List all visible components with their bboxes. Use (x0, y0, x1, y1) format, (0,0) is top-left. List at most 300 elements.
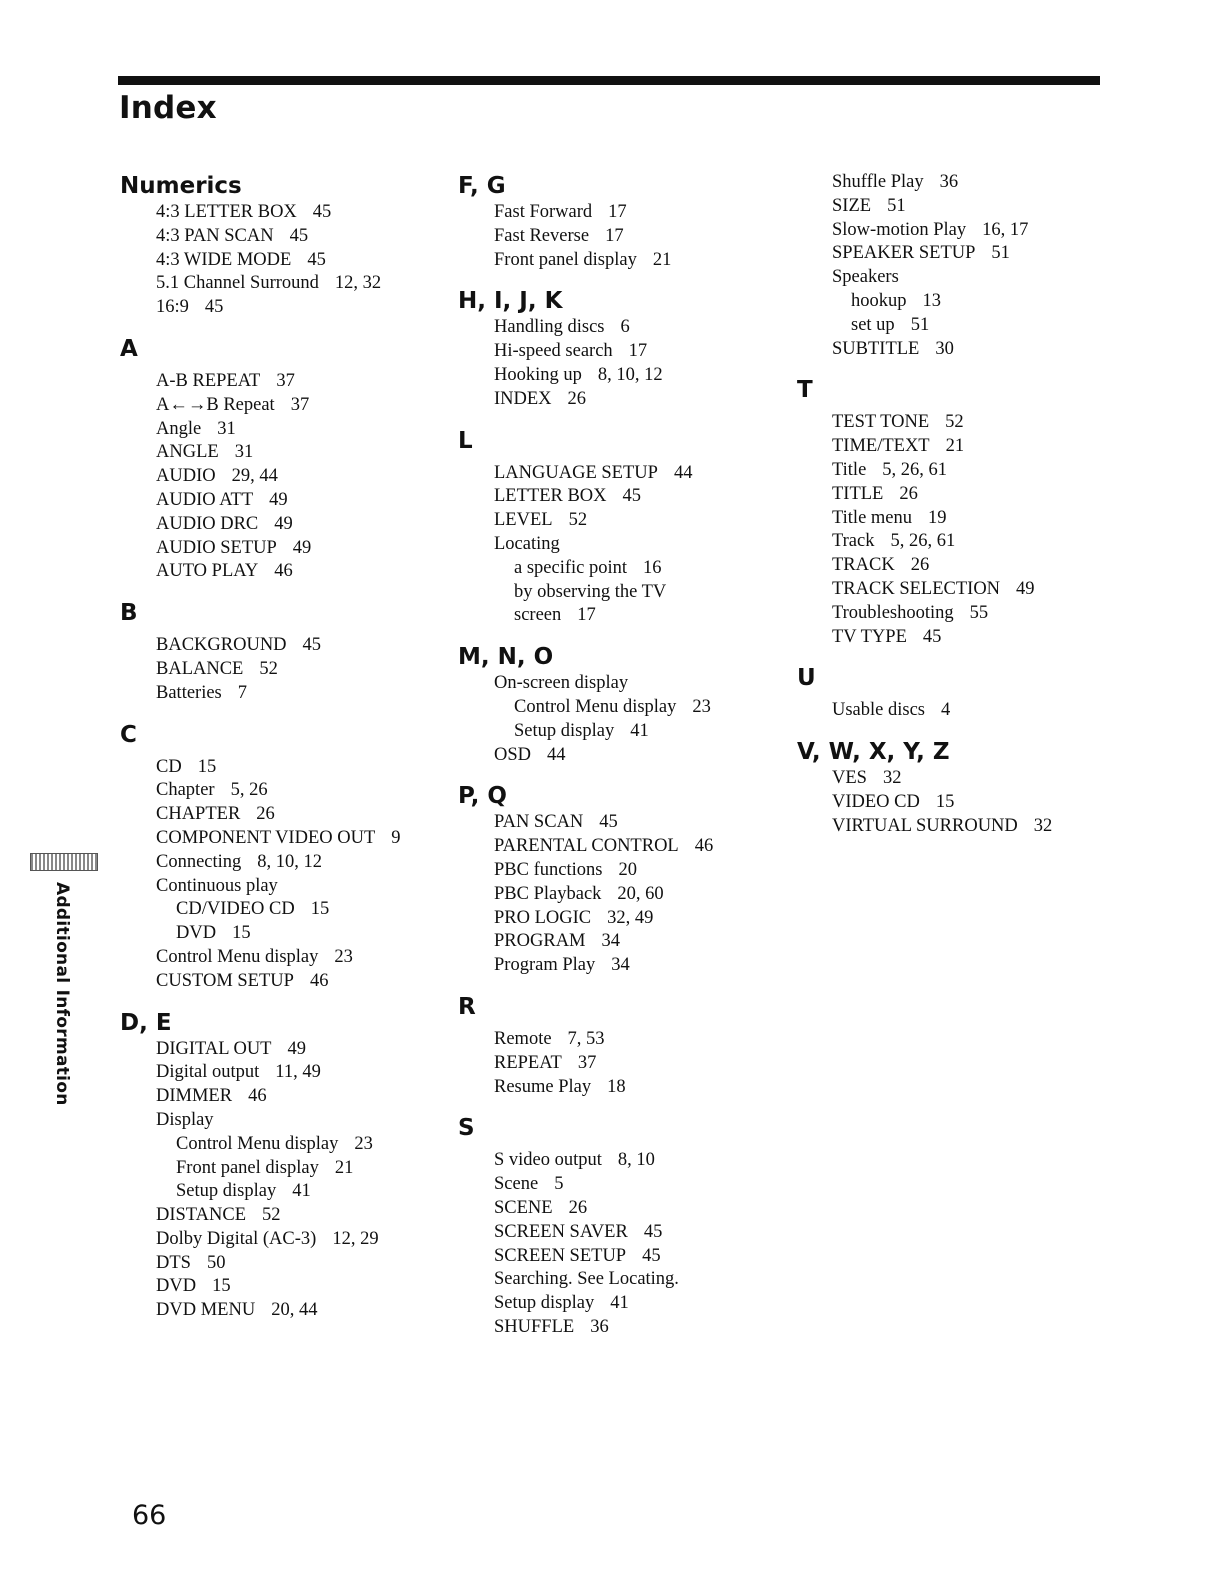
index-entry (120, 370, 450, 394)
index-entry (797, 219, 1127, 243)
entry-pages: 9 (391, 827, 401, 848)
index-column-1 (120, 171, 450, 1323)
entry-pages: 46 (274, 561, 293, 582)
index-entry (120, 394, 450, 418)
index-entry (458, 1292, 788, 1316)
index-entry (458, 533, 788, 557)
entry-pages: 5, 26, 61 (882, 459, 948, 480)
index-entry (458, 340, 788, 364)
entry-pages: 52 (262, 1205, 281, 1226)
entry-pages: 32, 49 (607, 907, 654, 928)
section-heading: M, N, O (458, 644, 554, 671)
section-heading: C (120, 721, 137, 748)
entry-term: SIZE (832, 195, 872, 216)
index-entry (120, 1085, 450, 1109)
section-heading: S (458, 1115, 475, 1142)
entry-pages: 29, 44 (231, 466, 278, 487)
index-entry (120, 1038, 450, 1062)
entry-pages: 46 (309, 970, 329, 991)
entry-pages: 46 (694, 836, 714, 857)
entry-pages: 49 (292, 537, 312, 558)
index-section (458, 171, 788, 272)
entry-pages: 26 (256, 804, 275, 825)
index-subentry (458, 557, 788, 581)
entry-term: Speakers (832, 267, 899, 288)
entry-list (797, 699, 1127, 723)
entry-list (797, 767, 1127, 838)
entry-list (458, 811, 788, 978)
entry-term: Setup display (494, 1293, 595, 1314)
index-entry (120, 875, 450, 899)
index-entry (120, 1252, 450, 1276)
entry-term: Connecting (156, 851, 242, 872)
entry-pages: 5, 26 (230, 780, 268, 801)
entry-term: DISTANCE (156, 1205, 246, 1226)
entry-pages: 34 (601, 931, 620, 952)
entry-pages: 32 (882, 768, 902, 789)
entry-list (458, 201, 788, 272)
index-entry (458, 509, 788, 533)
index-entry (797, 626, 1127, 650)
entry-pages: 17 (605, 225, 624, 246)
index-entry (458, 485, 788, 509)
entry-pages: 15 (232, 923, 251, 944)
index-entry (797, 435, 1127, 459)
section-spacer (797, 361, 1127, 375)
entry-pages: 8, 10 (617, 1150, 655, 1171)
index-section (120, 171, 450, 320)
index-section (797, 375, 1127, 649)
index-entry (458, 249, 788, 273)
entry-term: SCENE (494, 1197, 553, 1218)
entry-pages: 37 (276, 370, 295, 391)
entry-term: CUSTOM SETUP (156, 970, 294, 991)
entry-pages: 36 (590, 1316, 609, 1337)
entry-term: AUTO PLAY (156, 561, 259, 582)
entry-pages: 17 (628, 341, 648, 362)
index-entry (458, 811, 788, 835)
entry-pages: 45 (312, 202, 332, 222)
entry-term: SCREEN SAVER (494, 1221, 628, 1242)
entry-term: VES (832, 768, 867, 789)
entry-term: Shuffle Play (832, 172, 924, 192)
entry-term: Locating (494, 533, 560, 554)
section-heading: B (120, 600, 138, 627)
index-entry (458, 907, 788, 931)
entry-term: Hooking up (494, 364, 582, 385)
entry-term: screen (514, 605, 562, 626)
entry-term: Digital output (156, 1062, 260, 1083)
index-section (120, 720, 450, 994)
entry-list (458, 672, 788, 767)
index-subentry (120, 1157, 450, 1181)
section-spacer (120, 320, 450, 334)
entry-term: Scene (494, 1174, 539, 1195)
entry-term: INDEX (494, 388, 552, 409)
entry-term: DTS (156, 1252, 191, 1273)
entry-pages: 31 (234, 442, 254, 463)
entry-term: 16:9 (156, 297, 189, 318)
entry-pages: 31 (217, 418, 236, 439)
entry-term: TRACK SELECTION (832, 578, 1001, 599)
page-title: Index (119, 90, 217, 126)
entry-term: Troubleshooting (832, 602, 954, 623)
entry-list (797, 411, 1127, 649)
index-entry (120, 441, 450, 465)
entry-pages: 41 (292, 1181, 311, 1202)
entry-pages: 32 (1033, 815, 1053, 836)
index-entry (120, 1228, 450, 1252)
entry-term: Front panel display (176, 1157, 319, 1178)
entry-pages: 45 (599, 812, 618, 833)
entry-term: Display (156, 1109, 214, 1130)
index-entry (797, 578, 1127, 602)
section-spacer (458, 412, 788, 426)
index-entry (120, 489, 450, 513)
section-spacer (458, 767, 788, 781)
entry-pages: 17 (608, 202, 627, 222)
section-spacer (797, 649, 1127, 663)
section-heading: P, Q (458, 783, 507, 810)
entry-pages: 17 (577, 605, 596, 626)
entry-pages: 26 (910, 555, 930, 576)
entry-pages: 51 (991, 243, 1010, 264)
entry-term: VIRTUAL SURROUND (832, 815, 1018, 836)
index-section (797, 737, 1127, 838)
index-entry (458, 1052, 788, 1076)
index-entry (797, 459, 1127, 483)
index-entry (120, 634, 450, 658)
entry-pages: 44 (673, 462, 693, 483)
entry-term: DIMMER (156, 1086, 233, 1107)
section-heading: L (458, 427, 473, 454)
entry-term: Dolby Digital (AC-3) (156, 1228, 317, 1249)
index-entry (458, 930, 788, 954)
index-entry (120, 272, 450, 296)
entry-term: SHUFFLE (494, 1316, 575, 1337)
entry-pages: 44 (547, 744, 566, 765)
entry-pages: 13 (922, 290, 941, 311)
entry-pages: 8, 10, 12 (597, 364, 663, 385)
entry-term: PBC Playback (494, 883, 602, 904)
entry-term: LEVEL (494, 510, 553, 531)
index-entry (458, 1076, 788, 1100)
entry-list (458, 1149, 788, 1339)
entry-list (797, 171, 1127, 361)
entry-term: BACKGROUND (156, 635, 287, 656)
entry-pages: 8, 10, 12 (257, 851, 323, 872)
entry-pages: 41 (630, 720, 649, 741)
index-entry (797, 699, 1127, 723)
entry-list (458, 1028, 788, 1099)
index-section (797, 663, 1127, 723)
entry-term: Batteries (156, 682, 222, 703)
index-subentry (458, 581, 788, 605)
entry-term: CD/VIDEO CD (176, 899, 295, 920)
index-entry (458, 744, 788, 768)
section-heading: Numerics (120, 173, 242, 199)
entry-pages: 5 (554, 1174, 564, 1195)
entry-pages: 55 (969, 602, 989, 623)
index-section (797, 171, 1127, 361)
index-entry (797, 338, 1127, 362)
entry-term: LANGUAGE SETUP (494, 462, 658, 483)
index-entry (797, 507, 1127, 531)
entry-term: AUDIO DRC (156, 513, 259, 534)
index-subentry (120, 922, 450, 946)
entry-term: set up (851, 314, 895, 335)
index-entry (120, 560, 450, 584)
entry-pages: 45 (643, 1221, 663, 1242)
index-entry (458, 1173, 788, 1197)
entry-term: PARENTAL CONTROL (494, 836, 679, 857)
entry-pages: 45 (307, 249, 326, 270)
entry-pages: 21 (334, 1157, 354, 1178)
index-entry (120, 249, 450, 273)
entry-pages: 34 (611, 955, 630, 976)
entry-term: Handling discs (494, 317, 605, 338)
index-entry (120, 970, 450, 994)
index-entry (797, 195, 1127, 219)
entry-list (120, 1038, 450, 1324)
index-entry (797, 411, 1127, 435)
index-section (120, 598, 450, 705)
entry-pages: 23 (692, 696, 711, 717)
entry-term: DIGITAL OUT (156, 1038, 272, 1059)
entry-term: AUDIO (156, 466, 216, 487)
entry-term: PBC functions (494, 859, 603, 880)
entry-term: a specific point (514, 557, 628, 578)
entry-pages: 15 (310, 899, 330, 920)
entry-term: 4:3 LETTER BOX (156, 202, 297, 222)
index-subentry (458, 604, 788, 628)
index-entry (120, 1061, 450, 1085)
section-spacer (458, 628, 788, 642)
top-rule (118, 76, 1100, 85)
index-subentry (458, 696, 788, 720)
index-entry (458, 388, 788, 412)
entry-term: PRO LOGIC (494, 907, 592, 928)
entry-term: A←→B Repeat (156, 394, 275, 415)
entry-term: BALANCE (156, 658, 244, 679)
entry-pages: 45 (922, 626, 942, 647)
entry-pages: 26 (568, 1197, 588, 1218)
section-spacer (458, 978, 788, 992)
index-entry (458, 201, 788, 225)
entry-pages: 45 (642, 1245, 661, 1266)
entry-term: COMPONENT VIDEO OUT (156, 827, 376, 848)
entry-pages: 15 (935, 791, 955, 812)
index-entry (120, 1109, 450, 1133)
entry-pages: 15 (197, 756, 217, 777)
entry-term: 5.1 Channel Surround (156, 273, 319, 294)
section-spacer (458, 272, 788, 286)
entry-term: Title menu (832, 507, 913, 528)
index-entry (120, 1204, 450, 1228)
entry-term: Continuous play (156, 875, 278, 896)
index-section (458, 1113, 788, 1339)
index-entry (458, 1245, 788, 1269)
page-number: 66 (132, 1500, 167, 1531)
index-entry (120, 465, 450, 489)
index-entry (120, 658, 450, 682)
index-entry (797, 767, 1127, 791)
index-entry (120, 537, 450, 561)
entry-list (120, 756, 450, 994)
index-entry (458, 1028, 788, 1052)
index-entry (120, 851, 450, 875)
entry-term: SCREEN SETUP (494, 1245, 627, 1266)
entry-term: TV TYPE (832, 626, 907, 647)
index-entry (120, 225, 450, 249)
index-entry (120, 418, 450, 442)
index-entry (797, 530, 1127, 554)
entry-term: Angle (156, 418, 202, 439)
index-section (120, 1008, 450, 1324)
index-subentry (120, 1133, 450, 1157)
index-entry (458, 672, 788, 696)
entry-pages: 41 (610, 1293, 629, 1314)
section-heading: A (120, 335, 138, 362)
entry-pages: 49 (287, 1038, 306, 1059)
entry-pages: 16 (643, 557, 662, 578)
index-entry (797, 815, 1127, 839)
entry-list (120, 201, 450, 320)
entry-term: AUDIO ATT (156, 489, 254, 510)
entry-term: S video output (494, 1150, 602, 1171)
side-section-label: Additional Information (52, 882, 72, 1106)
entry-pages: 23 (354, 1133, 373, 1154)
entry-pages: 20, 60 (617, 883, 664, 904)
entry-pages: 30 (935, 338, 954, 359)
entry-term: DVD (176, 923, 217, 944)
index-entry (120, 682, 450, 706)
entry-term: TITLE (832, 483, 884, 504)
entry-term: SUBTITLE (832, 338, 920, 359)
index-entry (458, 462, 788, 486)
index-subentry (797, 314, 1127, 338)
index-entry (797, 602, 1127, 626)
index-column-3 (797, 171, 1127, 839)
index-entry (458, 316, 788, 340)
section-heading: F, G (458, 173, 506, 199)
entry-term: AUDIO SETUP (156, 537, 277, 558)
entry-list (458, 462, 788, 629)
index-section (458, 426, 788, 629)
index-entry (458, 835, 788, 859)
entry-pages: 4 (941, 700, 951, 721)
entry-term: LETTER BOX (494, 486, 607, 507)
entry-term: TEST TONE (832, 412, 930, 433)
entry-list (120, 370, 450, 584)
index-entry (458, 1221, 788, 1245)
entry-term: Front panel display (494, 249, 637, 270)
index-section (458, 286, 788, 411)
entry-term: Remote (494, 1028, 552, 1049)
index-column-2 (458, 171, 788, 1340)
section-heading: R (458, 993, 476, 1020)
entry-pages: 49 (274, 513, 293, 534)
entry-term: On-screen display (494, 673, 629, 694)
entry-term: TRACK (832, 555, 895, 576)
entry-term: CD (156, 756, 182, 777)
entry-term: Program Play (494, 955, 596, 976)
entry-term: VIDEO CD (832, 791, 920, 812)
entry-pages: 23 (334, 946, 353, 967)
section-heading: T (797, 377, 813, 404)
entry-pages: 26 (567, 388, 587, 409)
index-subentry (120, 898, 450, 922)
entry-term: TIME/TEXT (832, 436, 930, 457)
index-entry (120, 296, 450, 320)
entry-pages: 5, 26, 61 (890, 531, 956, 552)
section-spacer (797, 723, 1127, 737)
index-entry (458, 883, 788, 907)
index-section (458, 781, 788, 978)
section-tab-marker (30, 853, 98, 871)
index-entry (120, 1299, 450, 1323)
index-entry (797, 554, 1127, 578)
entry-pages: 20, 44 (271, 1300, 318, 1321)
entry-term: SPEAKER SETUP (832, 243, 976, 264)
entry-term: A-B REPEAT (156, 370, 261, 391)
entry-pages: 45 (302, 635, 322, 656)
entry-pages: 21 (945, 436, 965, 457)
entry-term: Setup display (514, 720, 615, 741)
entry-pages: 7, 53 (567, 1028, 605, 1049)
index-entry (120, 1275, 450, 1299)
index-entry (120, 827, 450, 851)
entry-pages: 52 (945, 412, 964, 433)
entry-term: Setup display (176, 1181, 277, 1202)
entry-term: DVD (156, 1276, 197, 1297)
index-entry (120, 803, 450, 827)
entry-pages: 12, 29 (332, 1228, 379, 1249)
entry-term: Fast Reverse (494, 225, 590, 246)
entry-term: Chapter (156, 780, 215, 801)
index-entry (797, 266, 1127, 290)
entry-pages: 45 (622, 486, 642, 507)
entry-list (458, 316, 788, 411)
entry-term: by observing the TV (514, 581, 667, 602)
index-subentry (458, 720, 788, 744)
index-entry (120, 779, 450, 803)
section-heading: H, I, J, K (458, 288, 563, 315)
entry-term: Hi-speed search (494, 341, 613, 362)
entry-pages: 21 (652, 249, 672, 270)
entry-term: Control Menu display (514, 696, 677, 717)
entry-pages: 18 (607, 1076, 626, 1097)
entry-pages: 19 (928, 507, 947, 528)
entry-term: PAN SCAN (494, 812, 584, 833)
index-entry (120, 946, 450, 970)
index-entry (458, 1149, 788, 1173)
index-entry (797, 791, 1127, 815)
index-entry (458, 1316, 788, 1340)
entry-pages: 6 (620, 317, 630, 338)
entry-list (120, 634, 450, 705)
entry-pages: 20 (618, 859, 637, 880)
section-heading: U (797, 665, 816, 692)
index-subentry (120, 1180, 450, 1204)
section-spacer (458, 1099, 788, 1113)
index-entry (797, 483, 1127, 507)
entry-pages: 37 (290, 394, 310, 415)
section-spacer (120, 584, 450, 598)
entry-pages: 49 (1016, 578, 1035, 599)
entry-term: Searching. See Locating. (494, 1269, 679, 1290)
index-entry (120, 513, 450, 537)
